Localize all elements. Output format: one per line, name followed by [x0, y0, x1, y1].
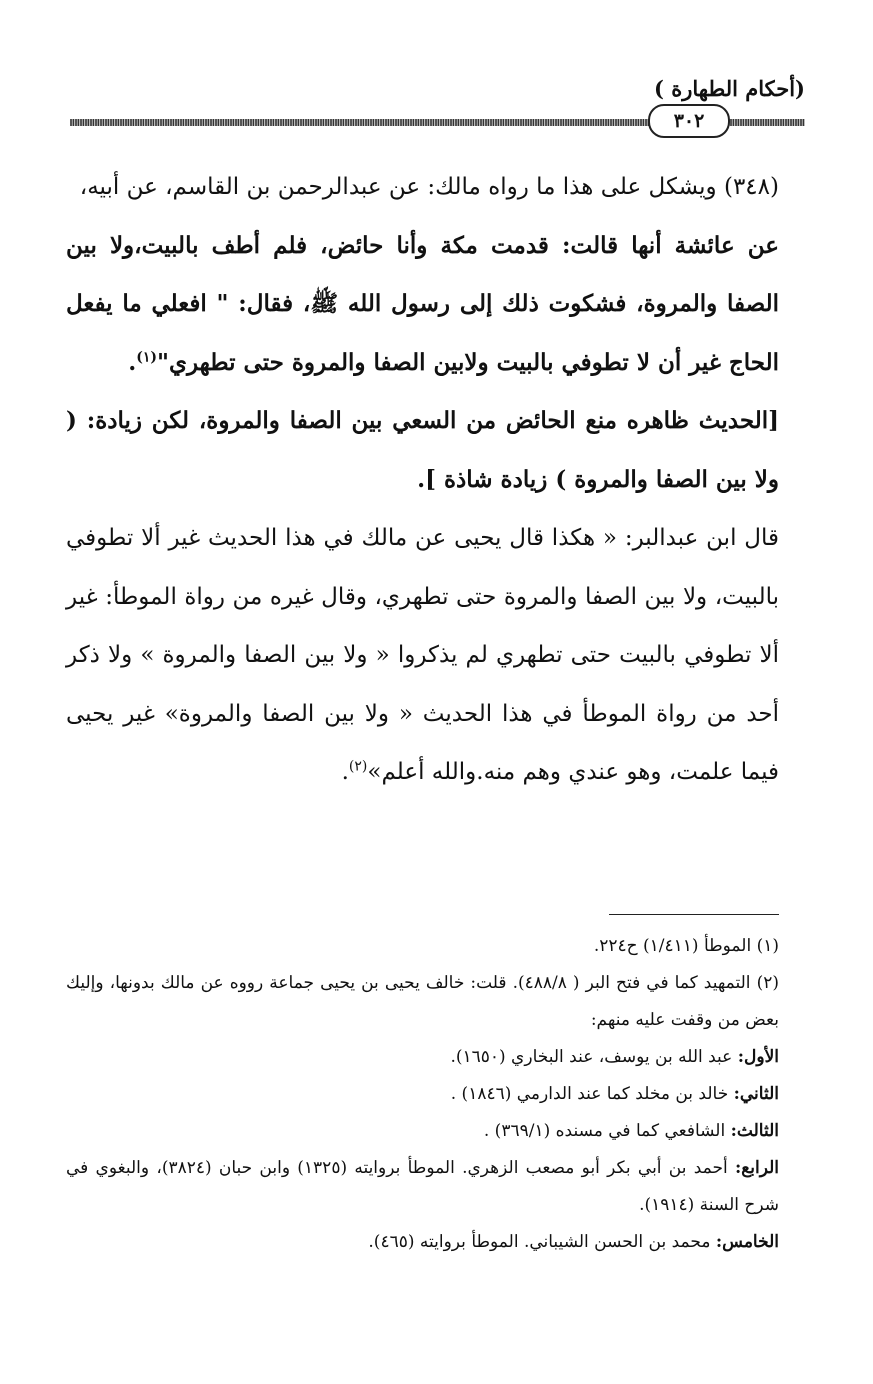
narrator-2: [66, 1076, 779, 1113]
footnote-2-mark: (٢): [756, 973, 780, 993]
narrator-5-text: محمد بن الحسن الشيباني. الموطأ بروايته (٤٦٥).: [368, 1232, 711, 1252]
narrator-5: [66, 1224, 779, 1261]
narrator-2-label: الثاني:: [733, 1084, 779, 1104]
page-number: ٣٠٢: [648, 104, 730, 138]
footnote-separator: [609, 914, 779, 915]
narrator-4-text: أحمد بن أبي بكر أبو مصعب الزهري. الموطأ بروايته (١٣٢٥) وابن حبان (٣٨٢٤)، والبغوي في شرح السنة (١٩١٤).: [66, 1158, 779, 1215]
footnote-1: [66, 928, 779, 965]
footnote-2: [66, 965, 779, 1039]
footnote-2-text: التمهيد كما في فتح البر ( ٤٨٨/٨). قلت: خالف يحيى بن يحيى جماعة رووه عن مالك بدونها، وإليك بعض من وقفت عليه منهم:: [66, 973, 779, 1030]
footnotes: [66, 928, 779, 1261]
hadith-text: عن عائشة أنها قالت: قدمت مكة وأنا حائض، فلم أطف بالبيت،ولا بين الصفا والمروة، فشكوت ذلك إلى رسول الله ﷺ، فقال: " افعلي ما يفعل الحاج غير أن لا تطوفي بالبيت ولابين الصفا والمروة حتى تطهري": [66, 231, 779, 376]
footnote-ref-1[interactable]: (١): [136, 348, 157, 365]
main-text: [66, 158, 779, 802]
paragraph-hadith-intro: (٣٤٨) ويشكل على هذا ما رواه مالك: عن عبدالرحمن بن القاسم، عن أبيه،: [79, 174, 779, 200]
narrator-2-text: خالد بن مخلد كما عند الدارمي (١٨٤٦) .: [450, 1084, 729, 1104]
footnote-1-mark: (١): [756, 936, 779, 956]
footnote-1-text: الموطأ (١/٤١١) ح٢٢٤.: [593, 936, 752, 956]
narrator-1-text: عبد الله بن يوسف، عند البخاري (١٦٥٠).: [450, 1047, 733, 1067]
narrator-4: [66, 1150, 779, 1224]
narrator-3-label: الثالث:: [730, 1121, 779, 1141]
paragraph-ibn-abdulbarr: قال ابن عبدالبر: « هكذا قال يحيى عن مالك في هذا الحديث غير ألا تطوفي بالبيت، ولا بين الصفا والمروة حتى تطهري، وقال غيره من رواة الموطأ: غير ألا تطوفي بالبيت حتى تطهري لم يذكروا « ولا بين الصفا والمروة » ولا ذكر أحد من رواة الموطأ في هذا الحديث « ولا بين الصفا والمروة» غير يحيى فيما علمت، وهو عندي وهم منه.والله أعلم»$^{(٢)}$.: [66, 525, 779, 785]
narrator-4-label: الرابع:: [734, 1158, 780, 1178]
ibn-abdulbarr-quote: قال ابن عبدالبر: « هكذا قال يحيى عن مالك في هذا الحديث غير ألا تطوفي بالبيت، ولا بين الصفا والمروة حتى تطهري، وقال غيره من رواة الموطأ: غير ألا تطوفي بالبيت حتى تطهري لم يذكروا « ولا بين الصفا والمروة » ولا ذكر أحد من رواة الموطأ في هذا الحديث « ولا بين الصفا والمروة» غير يحيى فيما علمت، وهو عندي وهم منه.والله أعلم»: [66, 525, 779, 785]
running-header-title: (أحكام الطهارة ): [654, 76, 805, 101]
paragraph-hadith-text: عن عائشة أنها قالت: قدمت مكة وأنا حائض، فلم أطف بالبيت،ولا بين الصفا والمروة، فشكوت ذلك إلى رسول الله ﷺ، فقال: " افعلي ما يفعل الحاج غير أن لا تطوفي بالبيت ولابين الصفا والمروة حتى تطهري"$^{(١)}$.: [66, 231, 779, 376]
narrator-5-label: الخامس:: [715, 1232, 779, 1252]
footnote-ref-2[interactable]: (٢): [348, 758, 368, 775]
narrator-3: [66, 1113, 779, 1150]
narrator-1: [66, 1039, 779, 1076]
narrator-3-text: الشافعي كما في مسنده (٣٦٩/١) .: [483, 1121, 726, 1141]
narrator-1-label: الأول:: [737, 1047, 779, 1067]
paragraph-ruling: [الحديث ظاهره منع الحائض من السعي بين الصفا والمروة، لكن زيادة: ( ولا بين الصفا والمروة ) زيادة شاذة ].: [66, 407, 779, 493]
